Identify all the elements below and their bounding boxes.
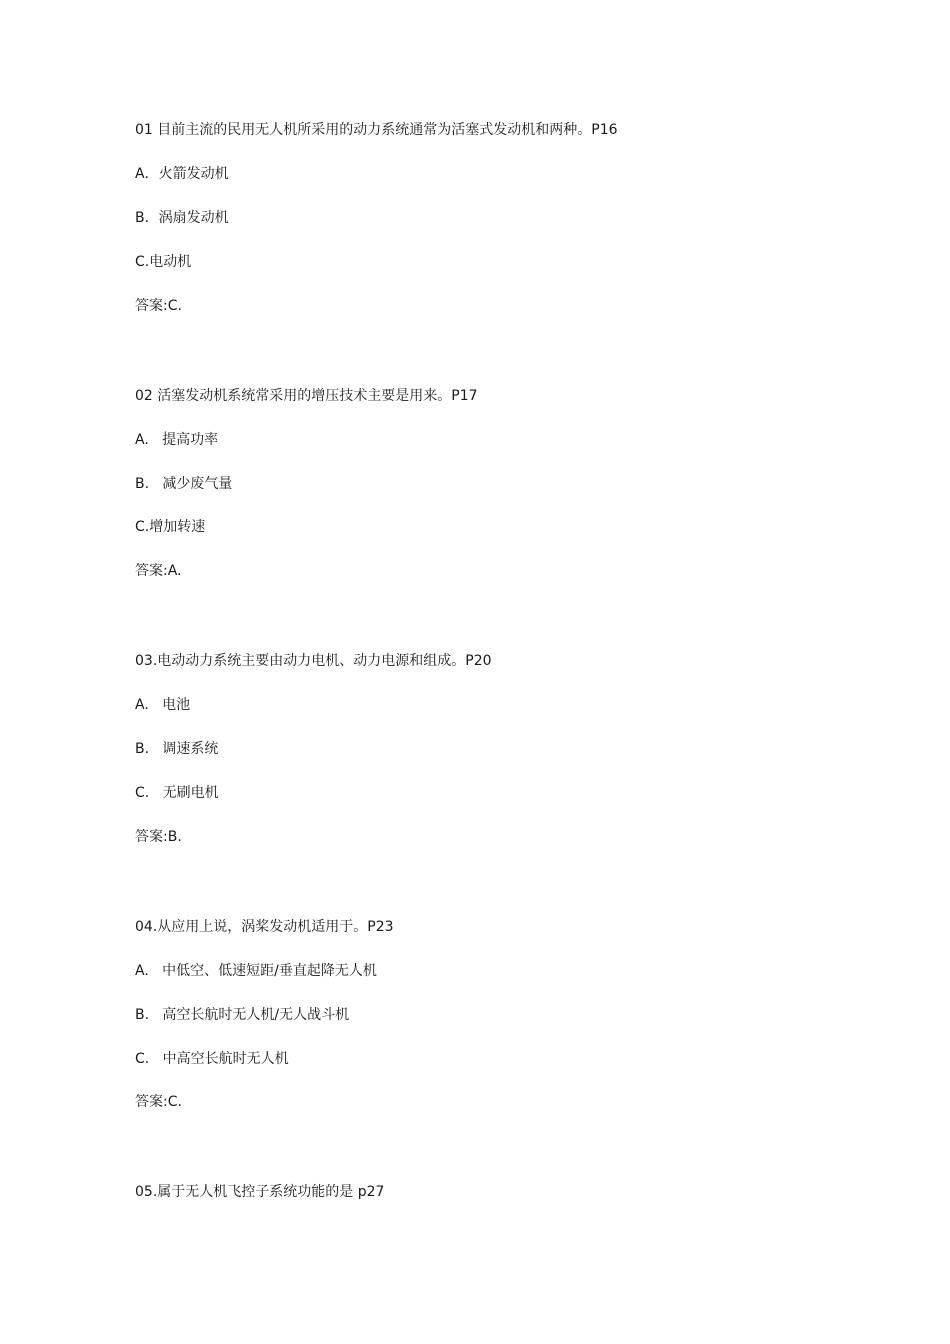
question-3-stem: 03.电动动力系统主要由动力电机、动力电源和组成。P20 [135, 653, 492, 669]
question-1-stem: 01 目前主流的民用无人机所采用的动力系统通常为活塞式发动机和两种。P16 [135, 122, 618, 138]
question-3-option-c: C. 无刷电机 [135, 785, 219, 801]
question-3-option-a: A. 电池 [135, 697, 191, 713]
question-2-option-c: C.增加转速 [135, 519, 206, 535]
question-2-stem: 02 活塞发动机系统常采用的增压技术主要是用来。P17 [135, 388, 478, 404]
question-4-option-c: C. 中高空长航时无人机 [135, 1051, 289, 1067]
question-4-stem: 04.从应用上说，涡桨发动机适用于。P23 [135, 919, 394, 935]
question-1-option-b: B．涡扇发动机 [135, 210, 229, 226]
question-2-answer: 答案:A. [135, 563, 182, 579]
question-3-option-b: B. 调速系统 [135, 741, 219, 757]
question-4-answer: 答案:C. [135, 1094, 182, 1110]
question-1-option-c: C.电动机 [135, 254, 192, 270]
question-2-option-a: A. 提高功率 [135, 432, 219, 448]
question-2-option-b: B. 减少废气量 [135, 476, 233, 492]
question-4-option-a: A. 中低空、低速短距/垂直起降无人机 [135, 963, 377, 979]
question-3-answer: 答案:B. [135, 829, 182, 845]
question-5-stem: 05.属于无人机飞控子系统功能的是 p27 [135, 1184, 385, 1200]
question-1-option-a: A．火箭发动机 [135, 166, 229, 182]
question-4-option-b: B. 高空长航时无人机/无人战斗机 [135, 1007, 350, 1023]
question-1-answer: 答案:C. [135, 298, 182, 314]
